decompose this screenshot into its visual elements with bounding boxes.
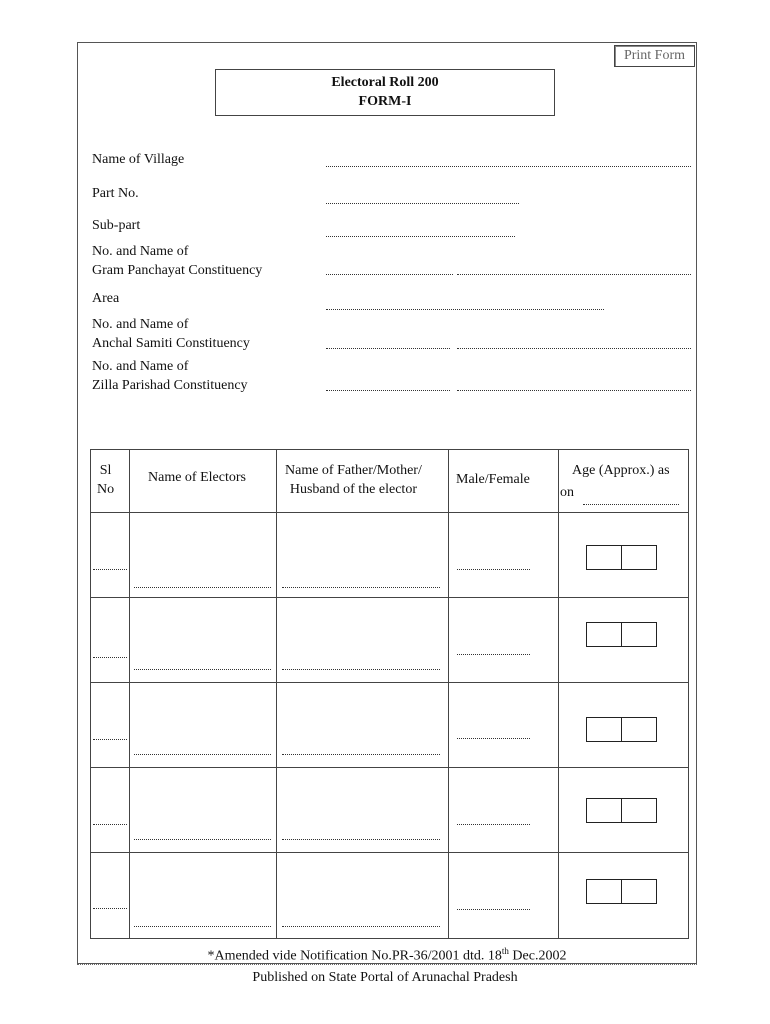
sub-part-input[interactable] [326,223,515,237]
sl-no-cell [91,768,130,853]
age-header-line1: Age (Approx.) as [572,463,670,478]
anchal-samiti-name-input[interactable] [457,335,691,349]
published-note: Published on State Portal of Arunachal Pradesh [252,970,518,985]
relation-name-cell [277,683,449,768]
age-digit-1[interactable] [587,880,622,903]
elector-name-cell [130,768,277,853]
village-input[interactable] [326,153,691,167]
age-digit-1[interactable] [587,718,622,741]
relation-name-cell [277,768,449,853]
relation-name-header-line2: Husband of the elector [289,482,417,497]
sl-no-header-line2: No [97,482,115,497]
age-as-on-date-input[interactable] [583,493,679,505]
age-cell [559,853,689,939]
sex-input[interactable] [457,813,530,825]
age-boxes [586,622,657,647]
print-form-button[interactable]: Print Form [614,45,695,67]
elector-name-cell [130,598,277,683]
form-title: Electoral Roll 200 [331,75,439,90]
age-digit-2[interactable] [622,546,657,569]
zilla-parishad-label-line1: No. and Name of [92,359,189,374]
sex-input[interactable] [457,558,530,570]
relation-name-cell [277,598,449,683]
elector-name-input[interactable] [134,658,271,670]
age-digit-2[interactable] [622,880,657,903]
age-header-line2: on [560,485,574,500]
gram-panchayat-label-line2: Gram Panchayat Constituency [92,263,263,278]
sub-part-label: Sub-part [92,218,141,233]
relation-name-input[interactable] [282,828,440,840]
relation-name-cell [277,513,449,598]
sl-no-cell [91,598,130,683]
table-row [91,598,689,683]
part-no-label: Part No. [92,186,139,201]
age-header [559,450,689,513]
sex-input[interactable] [457,898,530,910]
zilla-parishad-name-input[interactable] [457,377,691,391]
zilla-parishad-no-input[interactable] [326,377,450,391]
elector-name-cell [130,683,277,768]
gram-panchayat-label [92,242,262,280]
sex-header [449,450,559,513]
elector-name-cell [130,853,277,939]
relation-name-header [277,450,449,513]
elector-name-cell [130,513,277,598]
age-boxes [586,717,657,742]
age-cell [559,768,689,853]
village-label: Name of Village [92,152,185,167]
table-header-row [91,450,689,513]
electors-name-header-text: Name of Electors [148,470,246,485]
elector-name-input[interactable] [134,743,271,755]
sl-no-input[interactable] [93,728,127,740]
relation-name-input[interactable] [282,915,440,927]
table-row [91,853,689,939]
part-no-input[interactable] [326,190,519,204]
sl-no-cell [91,853,130,939]
anchal-samiti-label [92,315,250,353]
age-boxes [586,545,657,570]
age-cell [559,598,689,683]
age-cell [559,683,689,768]
footnote-superscript: th [501,946,509,956]
age-cell [559,513,689,598]
sex-cell [449,853,559,939]
sl-no-cell [91,683,130,768]
sex-cell [449,683,559,768]
relation-name-input[interactable] [282,576,440,588]
relation-name-cell [277,853,449,939]
age-digit-1[interactable] [587,623,622,646]
sl-no-input[interactable] [93,558,127,570]
electors-name-header [130,450,277,513]
anchal-samiti-no-input[interactable] [326,335,450,349]
sex-cell [449,598,559,683]
amendment-footnote [77,942,697,966]
table-row [91,768,689,853]
relation-name-header-line1: Name of Father/Mother/ [285,463,422,478]
anchal-samiti-label-line2: Anchal Samiti Constituency [92,336,250,351]
table-row [91,513,689,598]
zilla-parishad-label-line2: Zilla Parishad Constituency [92,378,248,393]
zilla-parishad-label [92,357,248,395]
area-label: Area [92,291,120,306]
sl-no-header [91,450,130,513]
sl-no-input[interactable] [93,813,127,825]
age-boxes [586,798,657,823]
sex-input[interactable] [457,727,530,739]
sl-no-header-line1: Sl [99,463,112,478]
elector-name-input[interactable] [134,828,271,840]
age-digit-2[interactable] [622,718,657,741]
age-boxes [586,879,657,904]
sl-no-input[interactable] [93,897,127,909]
sl-no-cell [91,513,130,598]
footnote-text: *Amended vide Notification No.PR-36/2001 dtd. 18 [207,948,502,964]
elector-name-input[interactable] [134,915,271,927]
sex-header-text: Male/Female [456,472,530,487]
gram-panchayat-no-input[interactable] [326,261,453,275]
form-subtitle: FORM-I [358,94,412,109]
age-digit-2[interactable] [622,799,657,822]
form-title-box [215,69,555,116]
footnote-text-end: Dec.2002 [508,948,567,964]
relation-name-input[interactable] [282,658,440,670]
electors-table [90,449,689,939]
gram-panchayat-name-input[interactable] [457,261,691,275]
anchal-samiti-label-line1: No. and Name of [92,317,189,332]
age-digit-1[interactable] [587,546,622,569]
sex-input[interactable] [457,643,530,655]
elector-name-input[interactable] [134,576,271,588]
age-digit-2[interactable] [622,623,657,646]
relation-name-input[interactable] [282,743,440,755]
age-digit-1[interactable] [587,799,622,822]
sex-cell [449,768,559,853]
table-row [91,683,689,768]
area-input[interactable] [326,296,604,310]
bottom-divider [77,964,697,965]
sl-no-input[interactable] [93,646,127,658]
sex-cell [449,513,559,598]
gram-panchayat-label-line1: No. and Name of [92,244,189,259]
